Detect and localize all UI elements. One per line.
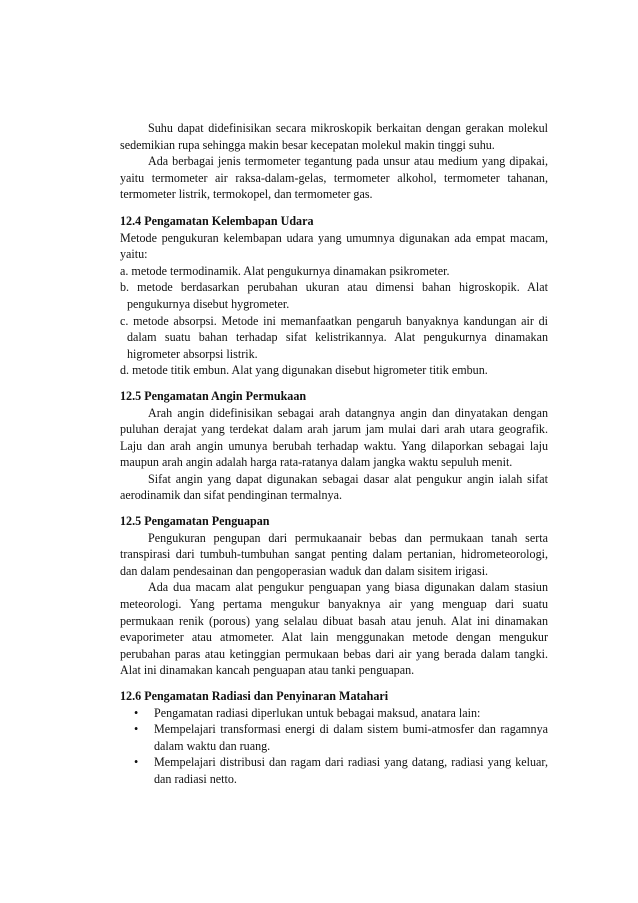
bullet-icon: •	[134, 705, 139, 720]
radiation-bullet-list	[120, 705, 548, 788]
list-item	[134, 705, 548, 722]
humidity-lead-paragraph: Metode pengukuran kelembapan udara yang umumnya digunakan ada empat macam, yaitu:	[120, 230, 548, 262]
radiation-bullet-text: Pengamatan radiasi diperlukan untuk bebagai maksud, anatara lain:	[154, 705, 481, 720]
bullet-icon: •	[134, 755, 139, 770]
humidity-method-b: b. metode berdasarkan perubahan ukuran atau dimensi bahan higroskopik. Alat pengukurnya disebut hygrometer.	[120, 280, 548, 311]
evaporation-paragraph-importance: Pengukuran pengupan dari permukaanair bebas dan permukaan tanah serta transpirasi dari tumbuh-tumbuhan sangat penting dalam pertanian, hidrometeorologi, dan dalam pendesainan dan pengoperasian waduk dan dalam sisitem irigasi.	[120, 530, 548, 578]
humidity-method-c: c. metode absorpsi. Metode ini memanfaatkan pengaruh banyaknya kandungan air di dalam suatu bahan terhadap sifat kelistrikannya. Alat pengukurnya dinamakan higrometer absorpsi listrik.	[120, 313, 548, 361]
wind-paragraph-properties: Sifat angin yang dapat digunakan sebagai dasar alat pengukur angin ialah sifat aerodinamik dan sifat pendinginan termalnya.	[120, 471, 548, 503]
radiation-bullet-text: Mempelajari distribusi dan ragam dari radiasi yang datang, radiasi yang keluar, dan radiasi netto.	[154, 755, 548, 786]
humidity-method-d: d. metode titik embun. Alat yang digunakan disebut higrometer titik embun.	[120, 363, 488, 378]
humidity-method-a: a. metode termodinamik. Alat pengukurnya dinamakan psikrometer.	[120, 263, 450, 278]
intro-paragraph-thermometers: Ada berbagai jenis termometer tegantung pada unsur atau medium yang dipakai, yaitu termometer air raksa-dalam-gelas, termometer alkohol, termometer tahanan, termometer listrik, termokopel, dan termometer gas.	[120, 154, 548, 202]
list-item	[134, 754, 548, 787]
intro-paragraph-temperature: Suhu dapat didefinisikan secara mikroskopik berkaitan dengan gerakan molekul sedemikian rupa sehingga makin besar kecepatan molekul makin tinggi suhu.	[120, 121, 548, 152]
evaporation-paragraph-instruments: Ada dua macam alat pengukur penguapan yang biasa digunakan dalam stasiun meteorologi. Yang pertama mengukur banyaknya air yang menguap dari suatu permukaan renik (porous) yang selalau dibuat basah atau jenuh. Alat ini dinamakan evaporimeter atau atmometer. Alat lain menggunakan metode dengan mengukur perubahan paras atau ketinggian permukaan bebas dari air yang berada dalam tangki. Alat ini dinamakan kancah penguapan atau tanki penguapan.	[120, 580, 548, 678]
radiation-bullet-text: Mempelajari transformasi energi di dalam sistem bumi-atmosfer dan ragamnya dalam waktu dan ruang.	[154, 722, 548, 753]
heading-12-5-surface-wind: 12.5 Pengamatan Angin Permukaan	[120, 388, 307, 403]
document-page	[120, 120, 548, 788]
heading-12-5-evaporation: 12.5 Pengamatan Penguapan	[120, 514, 270, 529]
heading-12-4-humidity: 12.4 Pengamatan Kelembapan Udara	[120, 213, 314, 228]
bullet-icon: •	[134, 722, 139, 737]
wind-paragraph-direction: Arah angin didefinisikan sebagai arah datangnya angin dan dinyatakan dengan puluhan derajat yang terdekat dalam arah jarum jam mulai dari arah utara geografik. Laju dan arah angin umunya berubah terhadap waktu. Yang dilaporkan sebagai laju maupun arah angin adalah harga rata-ratanya dalam jangka waktu sepuluh menit.	[120, 405, 548, 470]
list-item	[134, 721, 548, 754]
heading-12-6-radiation: 12.6 Pengamatan Radiasi dan Penyinaran Matahari	[120, 689, 389, 703]
